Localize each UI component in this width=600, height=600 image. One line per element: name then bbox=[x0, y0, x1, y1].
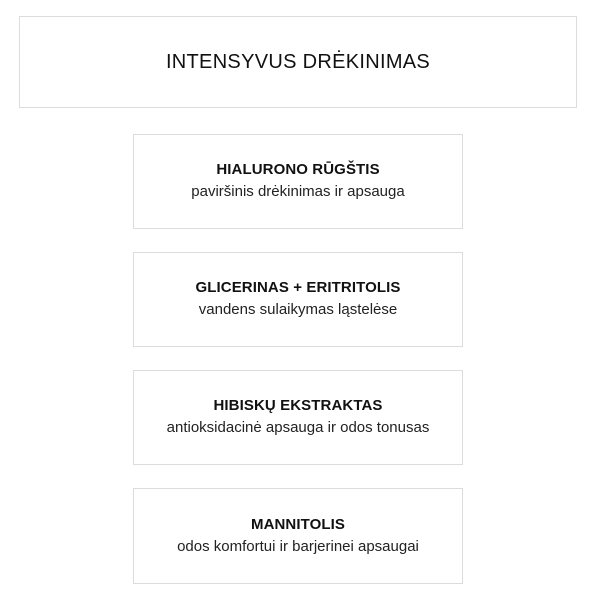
ingredient-description: paviršinis drėkinimas ir apsauga bbox=[191, 183, 405, 200]
ingredient-description: odos komfortui ir barjerinei apsaugai bbox=[177, 537, 419, 555]
ingredient-description: antioksidacinė apsauga ir odos tonusas bbox=[166, 419, 430, 436]
ingredient-title: HIALURONO RŪGŠTIS bbox=[216, 161, 380, 178]
ingredient-title: GLICERINAS + ERITRITOLIS bbox=[195, 279, 401, 296]
header-box bbox=[19, 16, 577, 108]
ingredient-title: MANNITOLIS bbox=[250, 515, 346, 533]
ingredient-description: vandens sulaikymas ląstelėse bbox=[198, 301, 398, 318]
page-title: INTENSYVUS DRĖKINIMAS bbox=[165, 50, 431, 73]
ingredient-card-hibiscus-extract bbox=[133, 370, 463, 465]
ingredient-card-glycerin-erythritol bbox=[133, 252, 463, 347]
ingredient-title: HIBISKŲ EKSTRAKTAS bbox=[213, 397, 383, 414]
ingredient-card-hyaluronic-acid bbox=[133, 134, 463, 229]
ingredient-card-mannitol bbox=[133, 488, 463, 584]
